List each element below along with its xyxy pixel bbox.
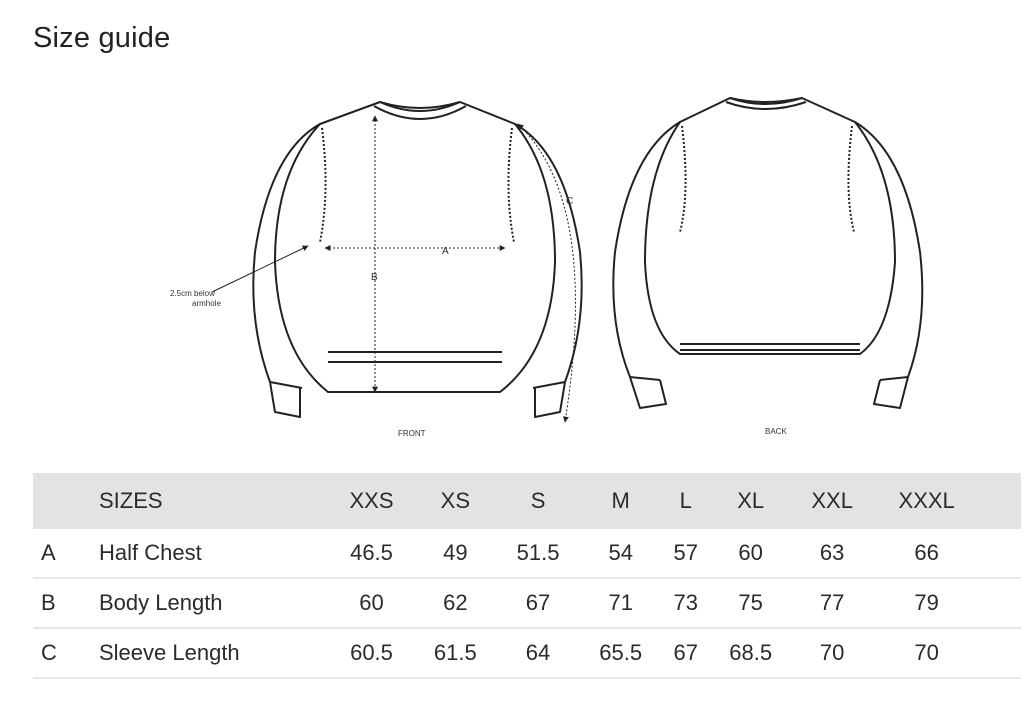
cell-value: 46.5 [350,540,393,565]
row-spacer [981,628,1021,678]
cell-value: 57 [673,540,698,565]
row-spacer [981,529,1021,578]
front-garment [253,102,581,417]
header-size-m: M [611,488,630,513]
row-key: C [41,640,57,665]
cell-value: 66 [914,540,939,565]
row-key: A [41,540,56,565]
header-size-xxxl: XXXL [898,488,955,513]
cell-value: 75 [738,590,763,615]
header-size-xs: XS [440,488,471,513]
header-spacer [981,473,1021,529]
header-size-xxs: XXS [349,488,394,513]
cell-value: 67 [525,590,551,615]
cell-value: 73 [673,590,698,615]
table-header-row [33,473,1021,529]
header-size-l: L [679,488,692,513]
table-row [33,529,1021,578]
garment-diagram [160,92,960,452]
cell-value: 68.5 [729,640,773,665]
page-title: Size guide [33,22,171,54]
header-size-xxl: XXL [811,488,853,513]
cell-value: 62 [443,590,468,615]
cell-value: 71 [608,590,633,615]
back-label: BACK [765,427,787,436]
note-line-2: armhole [192,299,221,308]
row-name: Half Chest [99,540,202,565]
cell-value: 70 [819,640,845,665]
cell-value: 54 [608,540,633,565]
marker-c: C [566,196,574,207]
cell-value: 67 [673,640,698,665]
cell-value: 60 [359,590,384,615]
cell-value: 60 [738,540,763,565]
size-table [33,473,1021,679]
cell-value: 60.5 [350,640,393,665]
note-arrow [212,246,308,292]
cell-value: 49 [443,540,468,565]
marker-a: A [442,246,449,257]
header-size-s: S [530,488,546,513]
cell-value: 77 [819,590,845,615]
front-label: FRONT [398,429,426,438]
header-size-xl: XL [737,488,765,513]
cell-value: 51.5 [516,540,560,565]
marker-b: B [371,272,378,283]
front-measurements [212,116,575,422]
row-spacer [981,578,1021,628]
header-sizes-label: SIZES [99,488,163,513]
cell-value: 63 [819,540,845,565]
row-key: B [41,590,56,615]
back-garment [613,98,922,408]
header-key-cell [33,473,99,529]
row-name: Body Length [99,590,223,615]
table-row [33,578,1021,628]
cell-value: 70 [914,640,939,665]
sweatshirt-illustration [160,92,960,452]
cell-value: 61.5 [433,640,477,665]
row-name: Sleeve Length [99,640,240,665]
cell-value: 79 [914,590,939,615]
table-row [33,628,1021,678]
note-line-1: 2.5cm below [170,289,215,298]
cell-value: 65.5 [599,640,643,665]
cell-value: 64 [525,640,551,665]
